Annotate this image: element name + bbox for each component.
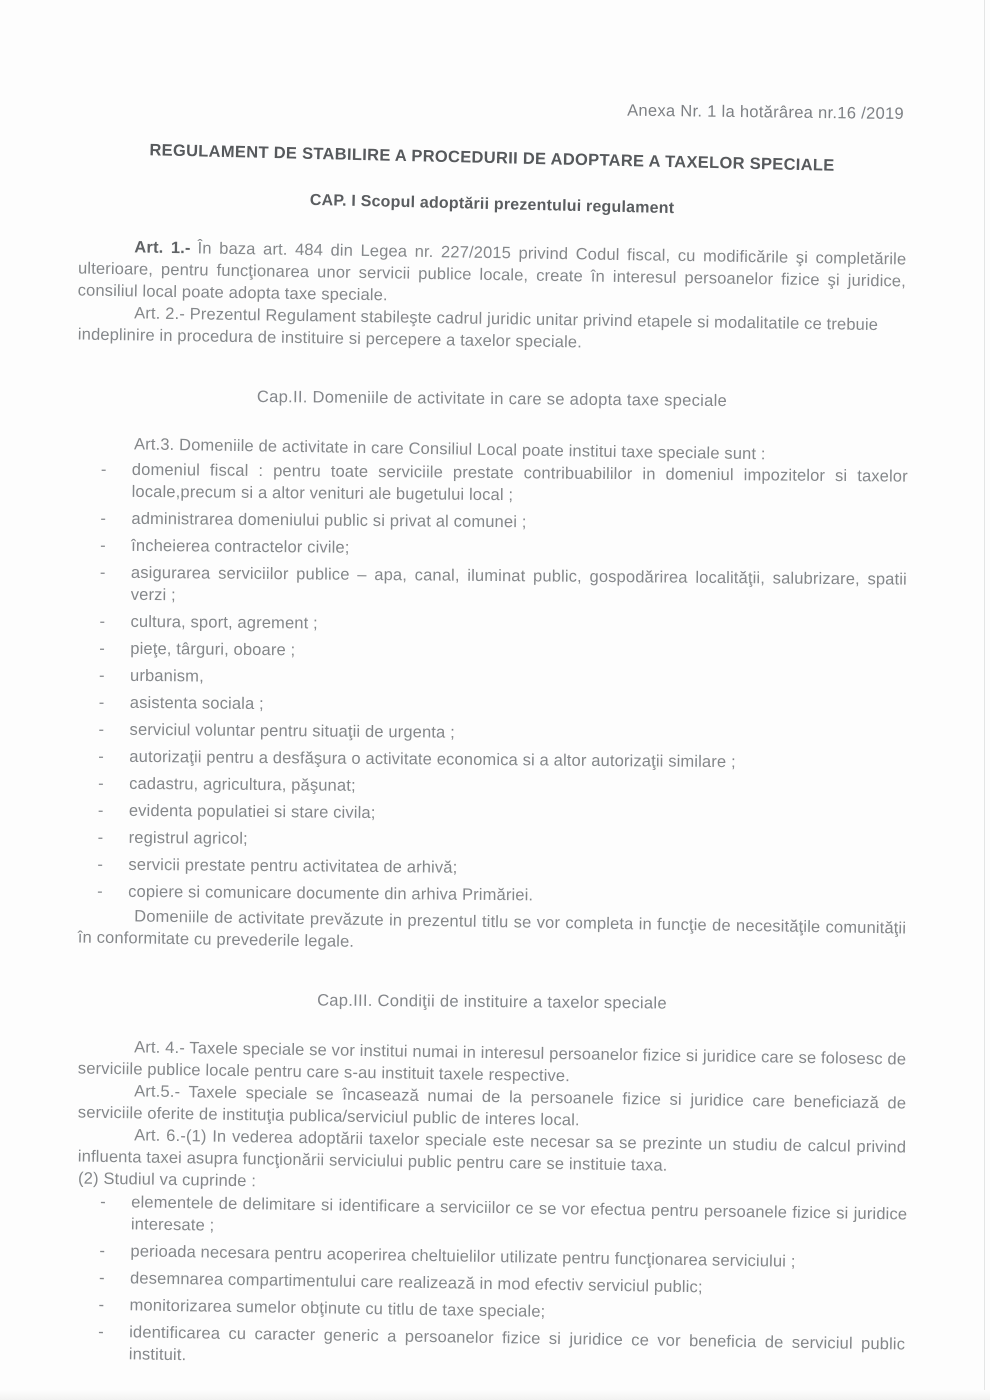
chapter1-heading: CAP. I Scopul adoptării prezentului regulament [309, 191, 675, 218]
list-item: - administrarea domeniului public si privat al comunei ; [79, 507, 907, 536]
list-item: - asigurarea serviciilor publice – apa, canal, iluminat public, gospodărirea localităţii, salubrizare, spatii verzi ; [79, 561, 907, 612]
list-item: - asistenta sociala ; [78, 691, 906, 720]
list-item: - urbanism, [78, 664, 906, 693]
list-item: - identificarea cu caracter generic a persoanelor fizice si juridice ce vor beneficia de serviciul public instituit. [77, 1320, 906, 1377]
article-6-paragraph-1: Art. 6.-(1) In vederea adoptării taxelor speciale este necesar sa se prezinte un studiu de calcul privind influenta taxei asupra funcţionării serviciului public pentru care se instituie taxa. [77, 1126, 907, 1175]
list-item: - autorizaţii pentru a desfăşura o activitate economica si a altor autorizaţii similare ; [77, 745, 905, 774]
chapter2-list [76, 458, 908, 909]
article-1-prefix: Art. 1.- [134, 238, 191, 258]
article-4: Art. 4.- Taxele speciale se vor institui numai in interesul persoanelor fizice si juridice care se folosesc de serviciile publice locale pentru care s-au instituit taxele respective. [77, 1038, 907, 1086]
list-item: - serviciul voluntar pentru situaţii de urgenta ; [77, 718, 905, 747]
list-item: - registrul agricol; [77, 826, 905, 855]
list-item: - evidenta populatiei si stare civila; [77, 799, 905, 828]
document-content [78, 100, 906, 1376]
article-5: Art.5.- Taxele speciale se încasează numai de la persoanele fizice si juridice care beneficiază de serviciile oferite de instituţia publica/serviciul public de interes local. [77, 1082, 907, 1130]
article-1-text: În baza art. 484 din Legea nr. 227/2015 privind Codul fiscal, cu modificările şi completările ulterioare, pentru funcţionarea unor servicii publice locale, create în interesul persoanelor fizice şi juridice, consiliul local poate adopta taxe speciale. [77, 239, 907, 305]
annex-reference: Anexa Nr. 1 la hotărârea nr.16 /2019 [627, 101, 905, 124]
list-item: - copiere si comunicare documente din arhiva Primăriei. [76, 880, 904, 909]
list-item: - pieţe, târguri, oboare ; [78, 637, 906, 666]
article-2: Art. 2.- Prezentul Regulament stabileşte cadrul juridic unitar privind etapele si modalitatile ce trebuie indeplinire in procedura de instituire si percepere a taxelor speciale. [77, 304, 879, 352]
article-3-intro: Art.3. Domeniile de activitate in care Consiliul Local poate institui taxe speciale sunt : [133, 435, 766, 464]
list-item: - monitorizarea sumelor obţinute cu titlu de taxe speciale; [77, 1293, 905, 1328]
document-title: REGULAMENT DE STABILIRE A PROCEDURII DE ADOPTARE A TAXELOR SPECIALE [149, 141, 835, 175]
article-6-paragraph-2: (2) Studiul va cuprinde : [77, 1169, 257, 1191]
list-item: - cadastru, agricultura, păşunat; [77, 772, 905, 801]
list-item: - perioada necesara pentru acoperirea cheltuielilor utilizate pentru funcţionarea serviciului ; [78, 1240, 906, 1275]
list-item: - elementele de delimitare si identificare a serviciilor ce se vor efectua pentru persoanele fizice si juridice interesate ; [79, 1191, 908, 1248]
chapter2-heading: Cap.II. Domeniile de activitate in care se adopta taxe speciale [256, 387, 728, 411]
chapter3-list [77, 1191, 908, 1378]
scan-edge-right [984, 0, 985, 1400]
list-item: - desemnarea compartimentului care realizează in mod efectiv serviciul public; [78, 1266, 906, 1301]
chapter3-heading: Cap.III. Condiţii de instituire a taxelor speciale [317, 991, 667, 1013]
list-item: - cultura, sport, agrement ; [78, 610, 906, 639]
chapter2-closing: Domeniile de activitate prevăzute in prezentul titlu se vor completa in funcţie de necesităţile comunităţii în conformitate cu prevederile legale. [77, 907, 907, 951]
list-item: - domeniul fiscal : pentru toate serviciile prestate contribuabililor in domeniul impozitelor si taxelor locale,precum si a altor venituri ale bugetului local ; [80, 458, 908, 509]
scan-edge-bottom [0, 1390, 990, 1400]
list-item: - încheierea contractelor civile; [79, 534, 907, 563]
list-item: - servicii prestate pentru activitatea de arhivă; [76, 853, 904, 882]
